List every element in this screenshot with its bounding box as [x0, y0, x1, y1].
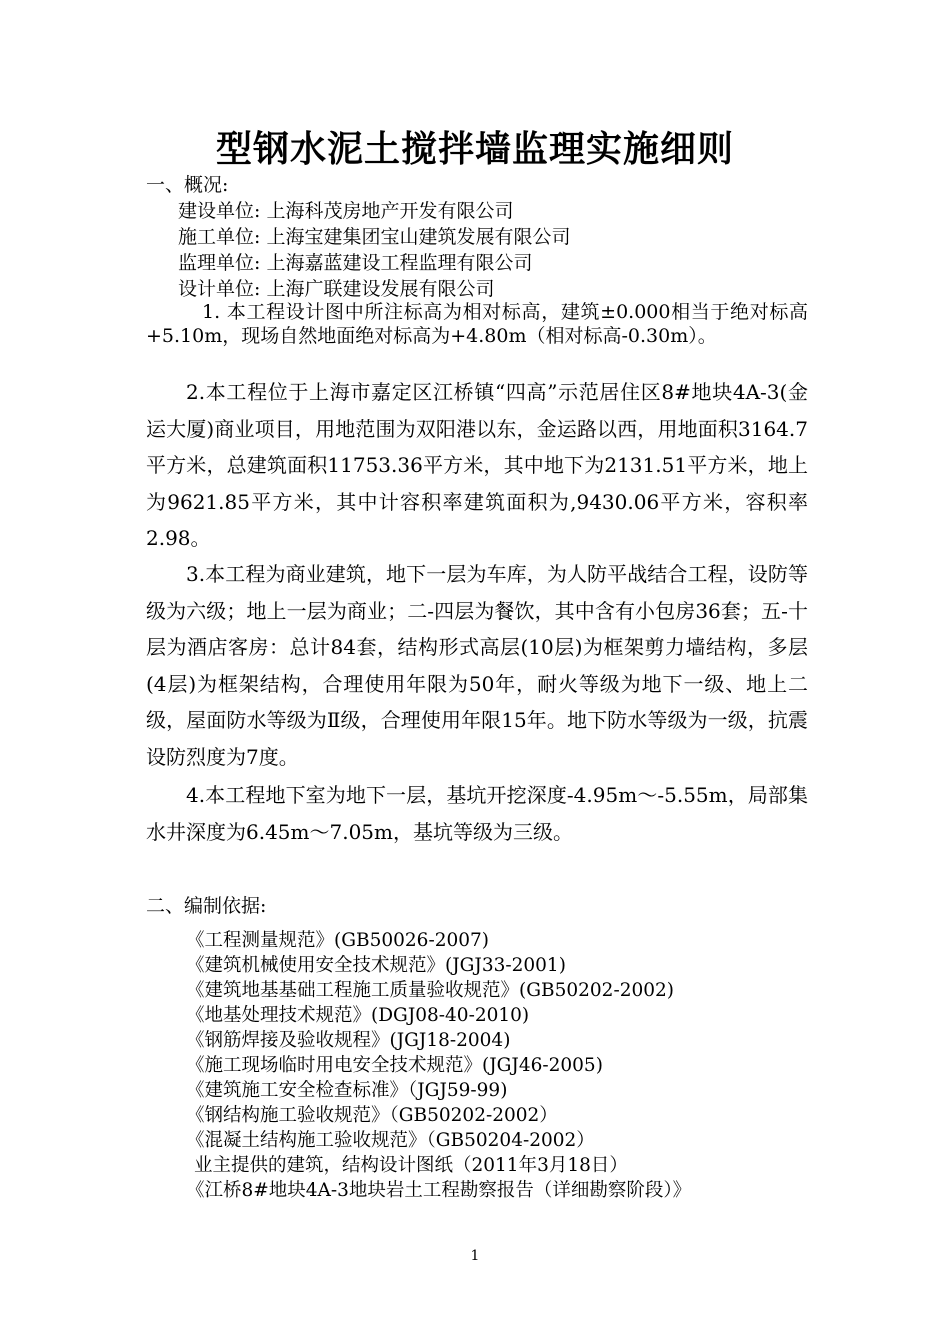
document-title: 型钢水泥土搅拌墙监理实施细则 [215, 129, 734, 170]
reference-item: 《钢筋焊接及验收规程》(JGJ18-2004) [186, 1030, 511, 1051]
reference-item: 《建筑施工安全检查标准》（JGJ59-99) [186, 1080, 508, 1101]
reference-item: 《施工现场临时用电安全技术规范》(JGJ46-2005) [186, 1055, 603, 1076]
unit-line-construction: 建设单位: 上海科茂房地产开发有限公司 [178, 200, 514, 222]
unit-line-designer: 设计单位: 上海广联建设发展有限公司 [178, 278, 495, 300]
section-overview [146, 172, 826, 302]
paragraph-4: 4.本工程地下室为地下一层，基坑开挖深度-4.95m～-5.55m，局部集水井深度为6.45m～7.05m，基坑等级为三级。 [146, 783, 808, 844]
paragraph-2: 2.本工程位于上海市嘉定区江桥镇“四高”示范居住区8#地块4A-3(金运大厦)商业项目，用地范围为双阳港以东，金运路以西，用地面积3164.7平方米，总建筑面积11753.36平方米，其中地下为2131.51平方米，地上为9621.85平方米，其中计容积率建筑面积为,9430.06平方米，容积率2.98。 [146, 380, 808, 550]
reference-item: 《江桥8#地块4A-3地块岩土工程勘察报告（详细勘察阶段）》 [186, 1180, 692, 1201]
reference-item: 《建筑地基基础工程施工质量验收规范》(GB50202-2002) [186, 980, 674, 1001]
reference-item: 《建筑机械使用安全技术规范》(JGJ33-2001) [186, 955, 566, 976]
section-heading: 一、概况: [146, 174, 229, 196]
page-number: 1 [470, 1248, 480, 1264]
reference-item: 《地基处理技术规范》(DGJ08-40-2010) [186, 1005, 530, 1026]
paragraph-3: 3.本工程为商业建筑，地下一层为车库，为人防平战结合工程，设防等级为六级；地上一层为商业；二-四层为餐饮，其中含有小包房36套；五-十层为酒店客房：总计84套，结构形式高层(10层)为框架剪力墙结构，多层(4层)为框架结构，合理使用年限为50年，耐火等级为地下一级、地上二级，屋面防水等级为Ⅱ级，合理使用年限15年。地下防水等级为一级，抗震设防烈度为7度。 [146, 562, 808, 769]
reference-item: 《工程测量规范》(GB50026-2007) [186, 930, 489, 951]
unit-line-contractor: 施工单位: 上海宝建集团宝山建筑发展有限公司 [178, 226, 571, 248]
section-heading: 二、编制依据: [146, 895, 267, 917]
reference-item: 业主提供的建筑，结构设计图纸（2011年3月18日） [194, 1155, 628, 1176]
unit-line-supervisor: 监理单位: 上海嘉蓝建设工程监理有限公司 [178, 252, 533, 274]
paragraph-1: 1. 本工程设计图中所注标高为相对标高，建筑±0.000相当于绝对标高+5.10m，现场自然地面绝对标高为+4.80m（相对标高-0.30m）。 [146, 301, 808, 347]
reference-item: 《钢结构施工验收规范》（GB50202-2002） [186, 1105, 558, 1126]
reference-item: 《混凝土结构施工验收规范》（GB50204-2002） [186, 1130, 595, 1151]
reference-list [186, 928, 826, 1203]
